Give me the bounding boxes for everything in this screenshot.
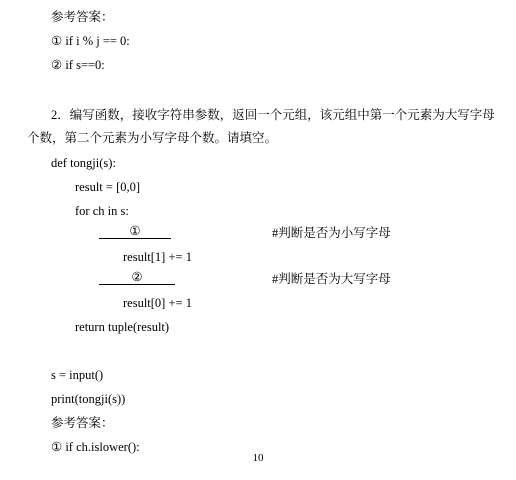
code-input-line: s = input() [51,368,104,382]
code-print-line: print(tongji(s)) [51,392,126,406]
answer-2-heading: 参考答案： [51,416,114,430]
comment-1: #判断是否为小写字母 [272,226,391,240]
comment-2: #判断是否为大写字母 [272,272,391,286]
question-2-line-2: 个数，第二个元素为小写字母个数。请填空。 [27,131,278,145]
prev-answer-2: ② if s==0: [51,58,105,72]
fill-blank-2: ② [99,270,175,285]
code-inc-upper: result[0] += 1 [123,296,192,310]
fill-blank-1: ① [99,224,171,239]
code-inc-lower: result[1] += 1 [123,250,192,264]
code-result-init: result = [0,0] [75,180,141,194]
page-number: 10 [252,452,264,464]
question-2-line-1: 2．编写函数，接收字符串参数，返回一个元组，该元组中第一个元素为大写字母 [51,108,495,122]
answer-2-first: ① if ch.islower(): [51,440,140,454]
prev-answer-1: ① if i % j == 0: [51,34,130,48]
code-return-line: return tuple(result) [75,320,170,334]
code-def-line: def tongji(s): [51,156,116,170]
code-for-line: for ch in s: [75,204,129,218]
prev-answer-heading: 参考答案： [51,10,114,24]
